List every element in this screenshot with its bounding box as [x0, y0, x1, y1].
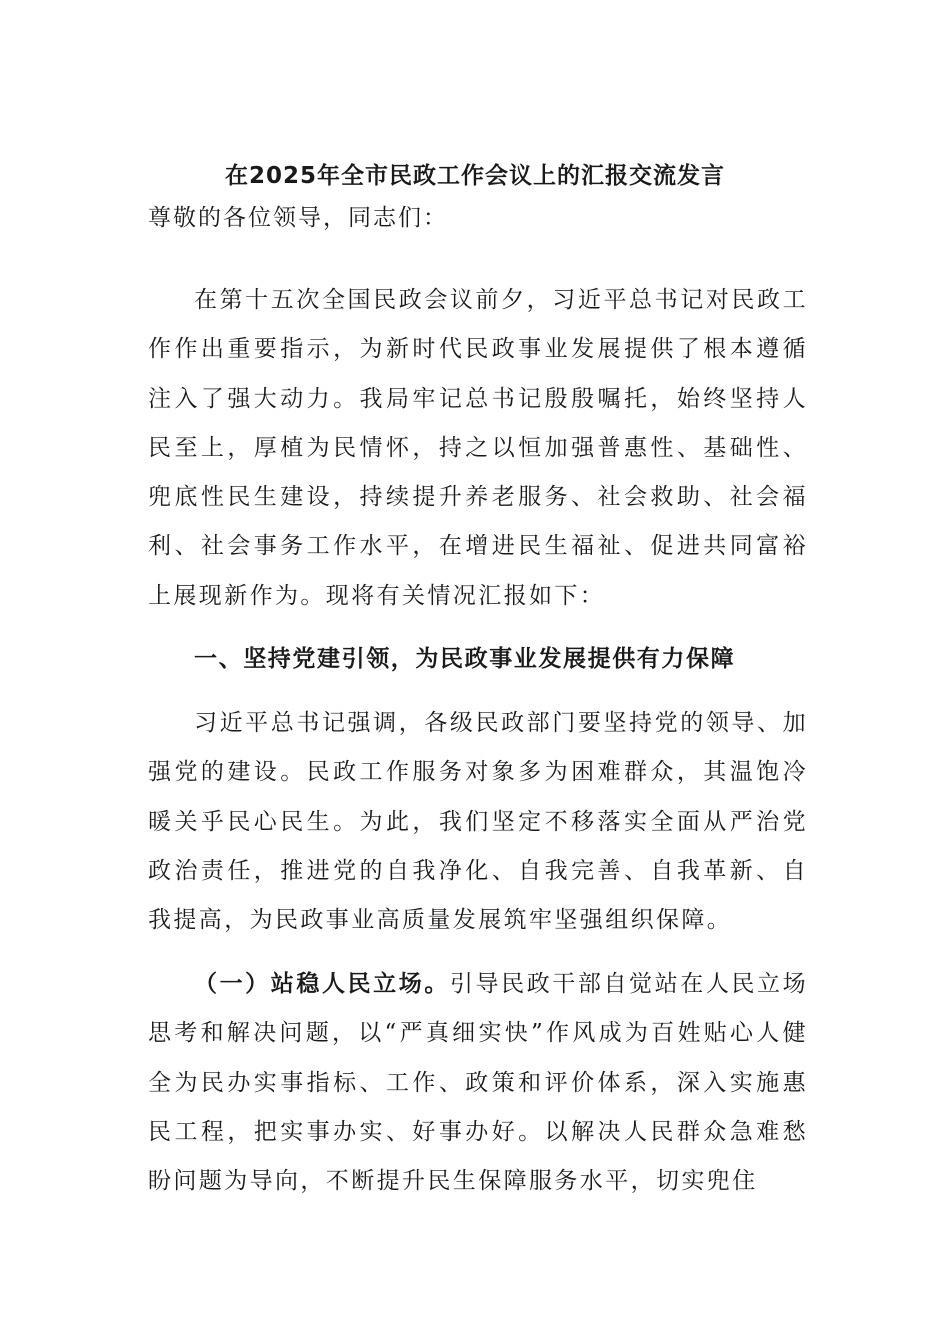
- paragraph-section-1: 习近平总书记强调，各级民政部门要坚持党的领导、加强党的建设。民政工作服务对象多为困难群众，其温饱冷暖关乎民心民生。为此，我们坚定不移落实全面从严治党政治责任，推进党的自我净化、自我完善、自我革新、自我提高，为民政事业高质量发展筑牢坚强组织保障。: [148, 710, 808, 934]
- paragraph-subsection-1: [148, 960, 808, 1206]
- document-title: 在2025年全市民政工作会议上的汇报交流发言: [224, 163, 725, 189]
- section-heading-1: 一、坚持党建引领，为民政事业发展提供有力保障: [194, 646, 736, 672]
- subsection-body: 引导民政干部自觉站在人民立场思考和解决问题，以“严真细实快”作风成为百姓贴心人健全为民办实事指标、工作、政策和评价体系，深入实施惠民工程，把实事办实、好事办好。以解决人民群众急难愁盼问题为导向，不断提升民生保障服务水平，切实兜住: [148, 971, 809, 1195]
- greeting: 尊敬的各位领导，同志们：: [148, 205, 448, 231]
- paragraph-intro: 在第十五次全国民政会议前夕，习近平总书记对民政工作作出重要指示，为新时代民政事业发展提供了根本遵循注入了强大动力。我局牢记总书记殷殷嘱托，始终坚持人民至上，厚植为民情怀，持之以恒加强普惠性、基础性、兜底性民生建设，持续提升养老服务、社会救助、社会福利、社会事务工作水平，在增进民生福祉、促进共同富裕上展现新作为。现将有关情况汇报如下：: [148, 287, 808, 609]
- subsection-lead: （一）站稳人民立场。: [194, 971, 450, 997]
